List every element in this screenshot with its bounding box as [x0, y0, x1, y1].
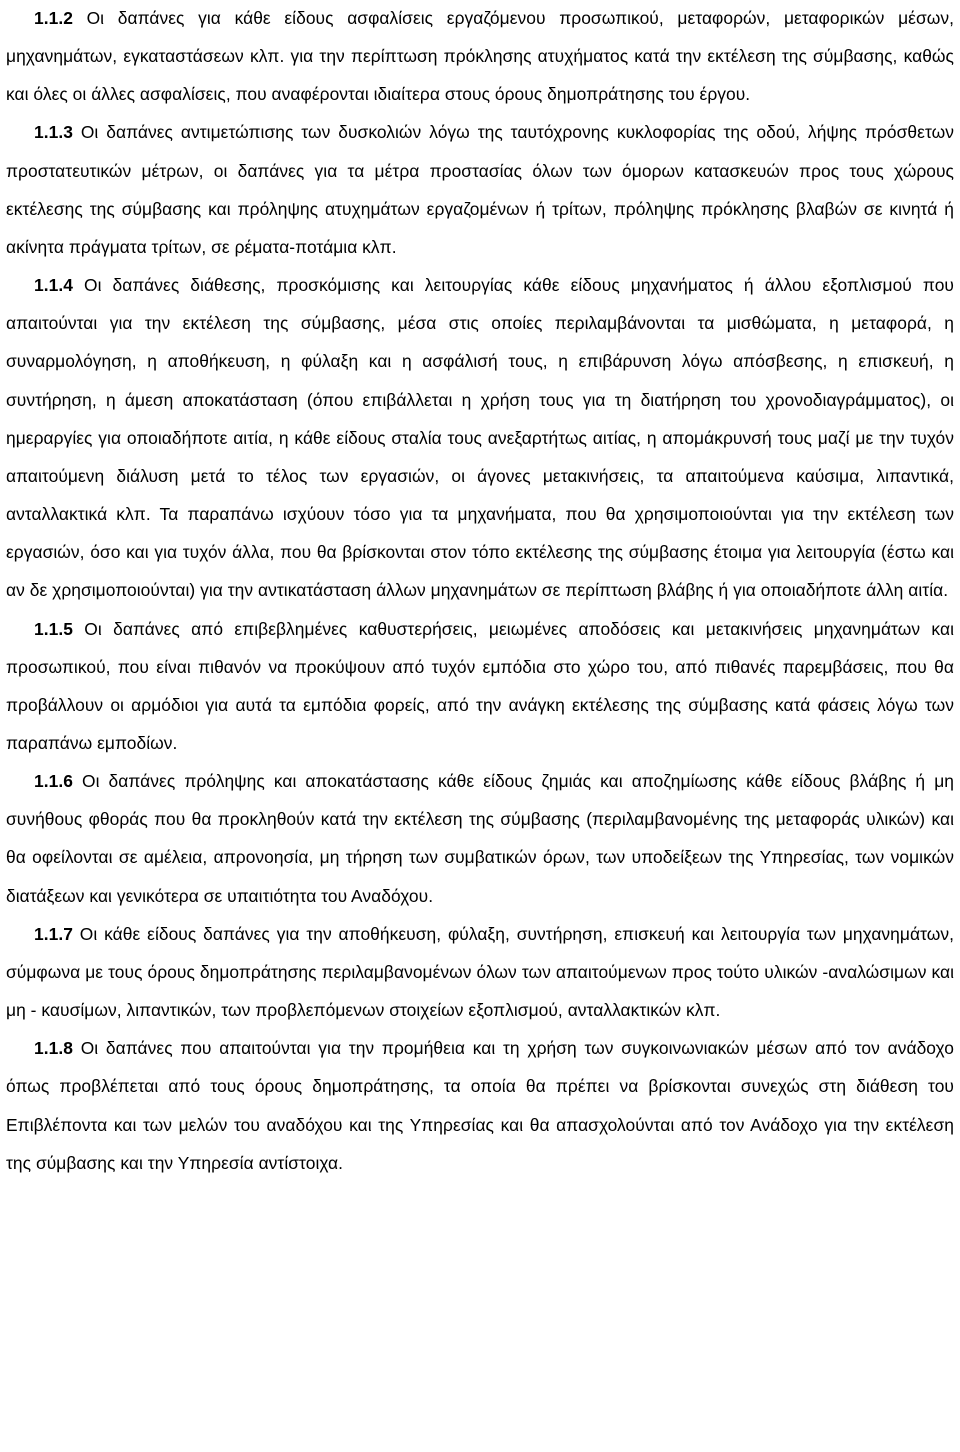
- paragraph-1-1-6: [6, 762, 954, 915]
- paragraph-1-1-2: [6, 0, 954, 113]
- paragraph-text: Οι δαπάνες πρόληψης και αποκατάστασης κάθε είδους ζημιάς και αποζημίωσης κάθε είδους βλάβης ή μη συνήθους φθοράς που θα προκληθούν κατά την εκτέλεση της σύμβασης (περιλαμβανομένης της μεταφοράς υλικών) και θα οφείλονται σε αμέλεια, απρονοησία, μη τήρηση των συμβατικών όρων, των υποδείξεων της Υπηρεσίας, των νομικών διατάξεων και γενικότερα σε υπαιτιότητα του Αναδόχου.: [6, 771, 954, 906]
- paragraph-number: 1.1.8: [34, 1038, 73, 1059]
- paragraph-1-1-4: [6, 266, 954, 609]
- paragraph-text: Οι δαπάνες που απαιτούνται για την προμήθεια και τη χρήση των συγκοινωνιακών μέσων από τον ανάδοχο όπως προβλέπεται από τους όρους δημοπράτησης, τα οποία θα πρέπει να βρίσκονται συνεχώς στη διάθεση του Επιβλέποντα και των μελών του αναδόχου και της Υπηρεσίας και θα απασχολούνται από τον Ανάδοχο για την εκτέλεση της σύμβασης και την Υπηρεσία αντίστοιχα.: [6, 1038, 954, 1173]
- paragraph-number: 1.1.4: [34, 275, 73, 296]
- paragraph-1-1-8: [6, 1029, 954, 1182]
- paragraph-text: Οι δαπάνες αντιμετώπισης των δυσκολιών λόγω της ταυτόχρονης κυκλοφορίας της οδού, λήψης πρόσθετων προστατευτικών μέτρων, οι δαπάνες για τα μέτρα προστασίας όλων των όμορων κατασκευών προς τους χώρους εκτέλεσης της σύμβασης και πρόληψης ατυχημάτων εργαζομένων ή τρίτων, πρόληψης πρόκλησης βλαβών σε κινητά ή ακίνητα πράγματα τρίτων, σε ρέματα-ποτάμια κλπ.: [6, 122, 955, 257]
- paragraph-number: 1.1.5: [34, 618, 73, 639]
- paragraph-text: Οι δαπάνες για κάθε είδους ασφαλίσεις εργαζόμενου προσωπικού, μεταφορών, μεταφορικών μέσων, μηχανημάτων, εγκαταστάσεων κλπ. για την περίπτωση πρόκλησης ατυχήματος κατά την εκτέλεση της σύμβασης, καθώς και όλες οι άλλες ασφαλίσεις, που αναφέρονται ιδιαίτερα στους όρους δημοπράτησης του έργου.: [6, 8, 954, 105]
- paragraph-text: Οι δαπάνες από επιβεβλημένες καθυστερήσεις, μειωμένες αποδόσεις και μετακινήσεις μηχανημάτων και προσωπικού, που είναι πιθανόν να προκύψουν από τυχόν εμπόδια στο χώρο του, από πιθανές παρεμβάσεις, που θα προβάλλουν οι αρμόδιοι για αυτά τα εμπόδια φορείς, από την ανάγκη εκτέλεσης της σύμβασης κατά φάσεις λόγω των παραπάνω εμποδίων.: [6, 618, 954, 753]
- paragraph-1-1-3: [6, 113, 954, 266]
- paragraph-1-1-7: [6, 915, 954, 1029]
- document-page: [6, 0, 954, 1182]
- paragraph-text: Οι δαπάνες διάθεσης, προσκόμισης και λειτουργίας κάθε είδους μηχανήματος ή άλλου εξοπλισμού που απαιτούνται για την εκτέλεση της σύμβασης, μέσα στις οποίες περιλαμβάνονται τα μισθώματα, η μεταφορά, η συναρμολόγηση, η αποθήκευση, η φύλαξη και η ασφάλισή τους, η επιβάρυνση λόγω απόσβεσης, η επισκευή, η συντήρηση, η άμεση αποκατάσταση (όπου επιβάλλεται η χρήση τους για τη διατήρηση του χρονοδιαγράμματος), οι ημεραργίες για οποιαδήποτε αιτία, η κάθε είδους σταλία τους ανεξαρτήτως αιτίας, η απομάκρυνσή τους μαζί με την τυχόν απαιτούμενη διάλυση μετά το τέλος των εργασιών, οι άγονες μετακινήσεις, τα απαιτούμενα καύσιμα, λιπαντικά, ανταλλακτικά κλπ. Τα παραπάνω ισχύουν τόσο για τα μηχανήματα, που θα χρησιμοποιούνται για την εκτέλεση των εργασιών, όσο και για τυχόν άλλα, που θα βρίσκονται στον τόπο εκτέλεσης της σύμβασης έτοιμα για λειτουργία (έστω και αν δε χρησιμοποιούνται) για την αντικατάσταση άλλων μηχανημάτων σε περίπτωση βλάβης ή για οποιαδήποτε άλλη αιτία.: [6, 275, 954, 601]
- paragraph-number: 1.1.2: [34, 8, 73, 28]
- paragraph-number: 1.1.7: [34, 923, 73, 944]
- paragraph-1-1-5: [6, 610, 954, 763]
- paragraph-text: Οι κάθε είδους δαπάνες για την αποθήκευση, φύλαξη, συντήρηση, επισκευή και λειτουργία των μηχανημάτων, σύμφωνα με τους όρους δημοπράτησης περιλαμβανομένων όλων των απαιτούμενων προς τούτο υλικών -αναλώσιμων και μη - καυσίμων, λιπαντικών, των προβλεπόμενων στοιχείων εξοπλισμού, ανταλλακτικών κλπ.: [6, 923, 954, 1021]
- paragraph-number: 1.1.3: [34, 122, 73, 143]
- paragraph-number: 1.1.6: [34, 771, 73, 792]
